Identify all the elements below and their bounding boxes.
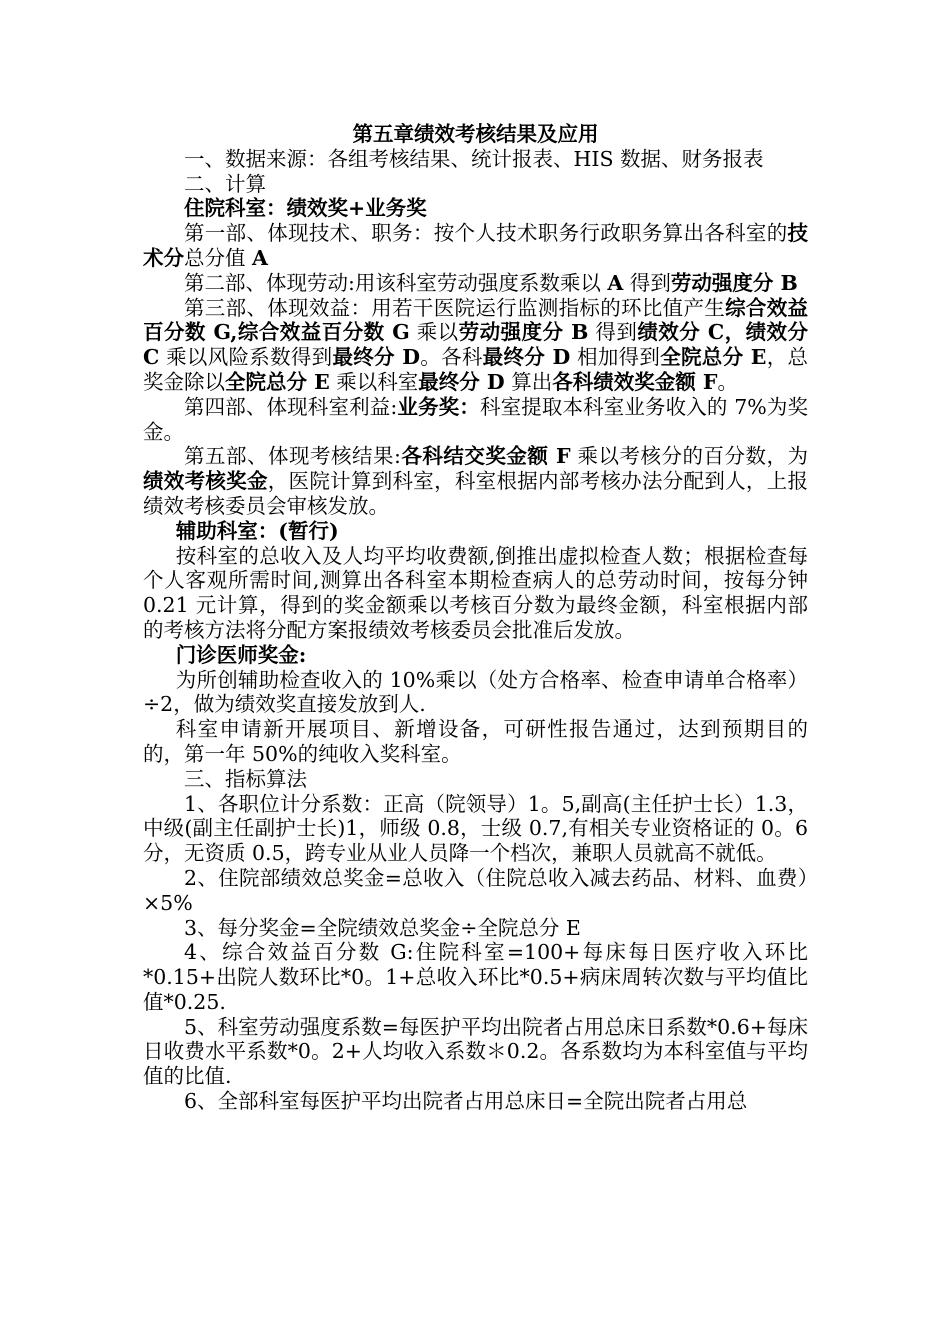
part2-paragraph: 第二部、体现劳动:用该科室劳动强度系数乘以 A 得到劳动强度分 B bbox=[184, 270, 798, 295]
indicator-item: 5、科室劳动强度系数=每医护平均出院者占用总床日系数*0.6+每床日收费水平系数*0。2+人均收入系数＊0.2。各系数均为本科室值与平均值的比值. bbox=[143, 1014, 808, 1089]
chapter-title: 第五章绩效考核结果及应用 bbox=[352, 122, 599, 146]
indicator-item: 6、全部科室每医护平均出院者占用总床日=全院出院者占用总 bbox=[184, 1089, 748, 1114]
calculation-heading: 二、计算 bbox=[184, 171, 266, 196]
data-source-paragraph: 一、数据来源：各组考核结果、统计报表、HIS 数据、财务报表 bbox=[184, 146, 764, 171]
indicator-item: 4、综合效益百分数 G:住院科室=100+每床每日医疗收入环比*0.15+出院人数环比*0。1+总收入环比*0.5+病床周转次数与平均值比值*0.25. bbox=[143, 940, 808, 1014]
part3-paragraph: 第三部、体现效益：用若干医院运行监测指标的环比值产生综合效益百分数 G,综合效益百分数 G 乘以劳动强度分 B 得到绩效分 C，绩效分 C 乘以风险系数得到最终分 D。各科最终分 D 相加得到全院总分 E，总奖金除以全院总分 E 乘以科室最终分 D 算出各科绩效奖金额 F。 bbox=[143, 295, 809, 394]
aux-heading: 辅助科室：(暂行) bbox=[175, 518, 339, 543]
part5-paragraph: 第五部、体现考核结果:各科结交奖金额 F 乘以考核分的百分数，为绩效考核奖金，医院计算到科室，科室根据内部考核办法分配到人，上报绩效考核委员会审核发放。 bbox=[143, 444, 809, 518]
part1-paragraph: 第一部、体现技术、职务：按个人技术职务行政职务算出各科室的技术分总分值 A bbox=[143, 221, 808, 270]
indicator-item: 3、每分奖金=全院绩效总奖金÷全院总分 E bbox=[184, 915, 581, 940]
document-body bbox=[143, 122, 808, 1114]
clinic-paragraph: 为所创辅助检查收入的 10%乘以（处方合格率、检查申请单合格率）÷2，做为绩效奖直接发放到人. bbox=[143, 667, 808, 717]
indicator-item: 2、住院部绩效总奖金=总收入（住院总收入减去药品、材料、血费）×5% bbox=[143, 865, 808, 915]
indicator-item: 1、各职位计分系数：正高（院领导）1。5,副高(主任护士长）1.3，中级(副主任副护士长)1，师级 0.8，士级 0.7,有相关专业资格证的 0。6 分，无资质 0.5，跨专业从业人员降一个档次，兼职人员就高不就低。 bbox=[143, 791, 808, 866]
project-paragraph: 科室申请新开展项目、新增设备，可研性报告通过，达到预期目的的，第一年 50%的纯收入奖科室。 bbox=[143, 717, 808, 766]
part4-paragraph: 第四部、体现科室利益:业务奖：科室提取本科室业务收入的 7%为奖金。 bbox=[143, 394, 809, 444]
indicator-heading: 三、指标算法 bbox=[184, 766, 307, 791]
aux-paragraph: 按科室的总收入及人均平均收费额,倒推出虚拟检查人数；根据检查每个人客观所需时间,测算出各科室本期检查病人的总劳动时间，按每分钟 0.21 元计算，得到的奖金额乘以考核百分数为最终金额，科室根据内部的考核方法将分配方案报绩效考核委员会批准后发放。 bbox=[143, 543, 808, 642]
clinic-heading: 门诊医师奖金: bbox=[175, 642, 307, 667]
inpatient-heading: 住院科室：绩效奖+业务奖 bbox=[184, 196, 427, 221]
